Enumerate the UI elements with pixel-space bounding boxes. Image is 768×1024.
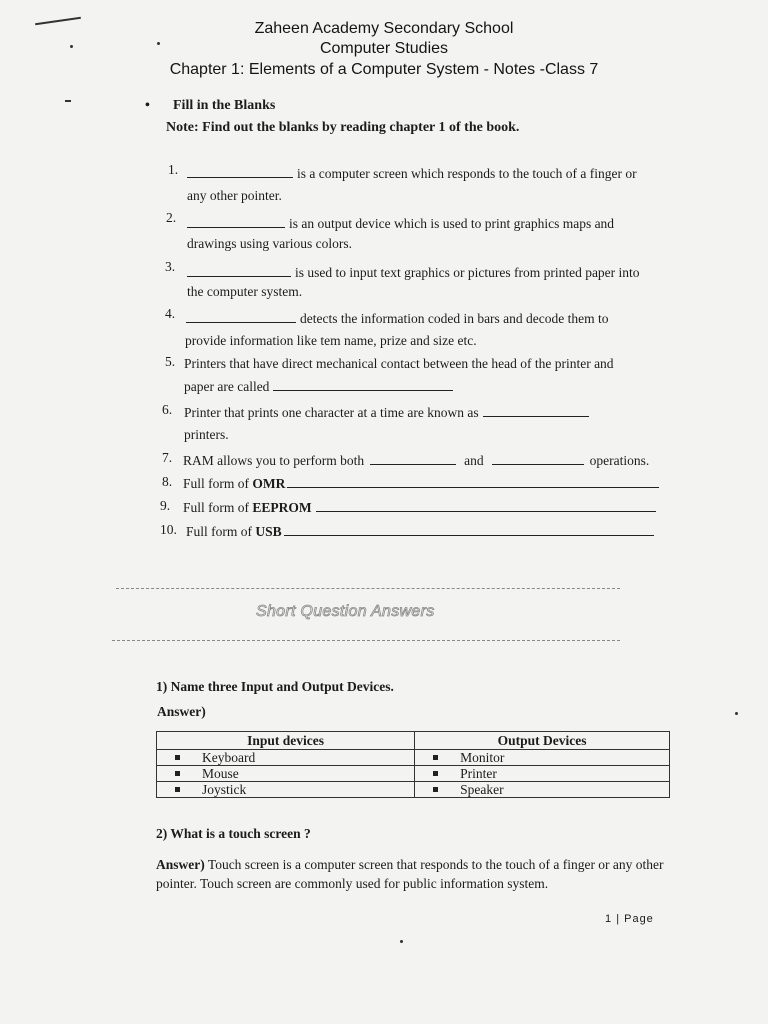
table-cell [415, 782, 670, 798]
answer-blank[interactable] [284, 523, 654, 536]
pen-mark [65, 100, 71, 102]
table-cell [157, 750, 415, 766]
table-cell [157, 782, 415, 798]
item-number: 8. [162, 474, 173, 489]
blank-item-9 [183, 499, 656, 516]
page-word: Page [624, 913, 654, 925]
blank-item-3 [187, 264, 640, 281]
table-row [157, 782, 670, 798]
divider-bottom [112, 640, 620, 641]
pen-mark [400, 940, 403, 943]
square-bullet-icon [175, 787, 180, 792]
table-row [157, 766, 670, 782]
bullet: • [145, 98, 150, 113]
item-text: is a computer screen which responds to the touch of a finger or [297, 166, 637, 181]
footer-separator: | [616, 913, 621, 925]
item-number: 9. [160, 498, 171, 513]
cell-text: Mouse [202, 766, 239, 781]
devices-table [156, 731, 670, 798]
blank-item-8 [183, 475, 659, 492]
item-text: is an output device which is used to print graphics maps and [289, 216, 615, 231]
item-text: Full form of [183, 476, 249, 491]
blank-item-1 [187, 165, 637, 182]
answer-blank[interactable] [186, 310, 296, 323]
school-name: Zaheen Academy Secondary School [254, 20, 514, 37]
table-cell [415, 766, 670, 782]
item-text: Printer that prints one character at a time are known as [184, 405, 479, 420]
cell-text: Speaker [460, 782, 504, 797]
table-row [157, 750, 670, 766]
blank-item-5: Printers that have direct mechanical contact between the head of the printer and [184, 356, 614, 371]
item-text: is used to input text graphics or pictures from printed paper into [295, 265, 640, 280]
table-cell [415, 750, 670, 766]
item-text: Full form of [186, 524, 252, 539]
answer-blank[interactable] [187, 165, 293, 178]
answer-blank[interactable] [316, 499, 656, 512]
table-cell [157, 766, 415, 782]
answer-blank[interactable] [492, 452, 584, 465]
answer-blank[interactable] [273, 378, 453, 391]
item-text-cont: provide information like tem name, prize and size etc. [185, 333, 477, 348]
cell-text: Printer [460, 766, 497, 781]
item-text-cont: any other pointer. [187, 188, 282, 203]
square-bullet-icon [433, 787, 438, 792]
input-devices-header: Input devices [157, 732, 415, 750]
item-keyword: OMR [252, 476, 286, 491]
item-text: Full form of [183, 500, 249, 515]
item-number: 6. [162, 402, 173, 417]
blank-item-10 [186, 523, 654, 540]
question-2: 2) What is a touch screen ? [156, 826, 311, 841]
answer-text: Touch screen is a computer screen that responds to the touch of a finger or any other pointer. Touch screen are commonly used for public information system. [156, 857, 664, 891]
answer-label: Answer) [157, 704, 206, 719]
item-text: paper are called [184, 379, 270, 394]
item-number: 1. [168, 162, 179, 177]
section-note: Note: Find out the blanks by reading chapter 1 of the book. [166, 120, 520, 135]
cell-text: Joystick [202, 782, 247, 797]
cell-text: Monitor [460, 750, 505, 765]
item-text: detects the information coded in bars and decode them to [300, 311, 609, 326]
section-title [145, 98, 275, 114]
pen-mark [735, 712, 738, 715]
cell-text: Keyboard [202, 750, 256, 765]
blank-item-6 [184, 404, 589, 421]
square-bullet-icon [433, 755, 438, 760]
answer-label: Answer) [156, 857, 205, 872]
answer-blank[interactable] [483, 404, 589, 417]
answer-blank[interactable] [187, 215, 285, 228]
item-text-cont: drawings using various colors. [187, 236, 352, 251]
page-number: 1 [605, 913, 613, 925]
square-bullet-icon [175, 755, 180, 760]
blank-item-2 [187, 215, 614, 232]
blank-item-4 [186, 310, 609, 327]
section-heading: Short Question Answers [256, 603, 435, 620]
item-number: 4. [165, 306, 176, 321]
item-text-cont: printers. [184, 427, 229, 442]
question-1: 1) Name three Input and Output Devices. [156, 679, 394, 694]
answer-2 [156, 855, 676, 893]
item-number: 2. [166, 210, 177, 225]
answer-blank[interactable] [187, 264, 291, 277]
item-text: RAM allows you to perform both [183, 453, 365, 468]
item-keyword: EEPROM [252, 500, 312, 515]
answer-blank[interactable] [370, 452, 456, 465]
item-text: and [464, 453, 484, 468]
square-bullet-icon [433, 771, 438, 776]
answer-blank[interactable] [287, 475, 659, 488]
blank-item-7 [183, 452, 649, 469]
item-text-cont [184, 378, 453, 395]
square-bullet-icon [175, 771, 180, 776]
item-text: operations. [589, 453, 650, 468]
item-number: 10. [160, 522, 177, 537]
item-number: 3. [165, 259, 176, 274]
item-keyword: USB [255, 524, 282, 539]
chapter-title: Chapter 1: Elements of a Computer System - Notes -Class 7 [169, 61, 599, 78]
output-devices-header: Output Devices [415, 732, 670, 750]
subject-title: Computer Studies [319, 40, 449, 57]
page-footer [605, 913, 654, 925]
item-number: 5. [165, 354, 176, 369]
item-number: 7. [162, 450, 173, 465]
divider-top [116, 588, 620, 589]
section-title-text: Fill in the Blanks [173, 98, 276, 113]
table-header-row [157, 732, 670, 750]
item-text-cont: the computer system. [187, 284, 303, 299]
